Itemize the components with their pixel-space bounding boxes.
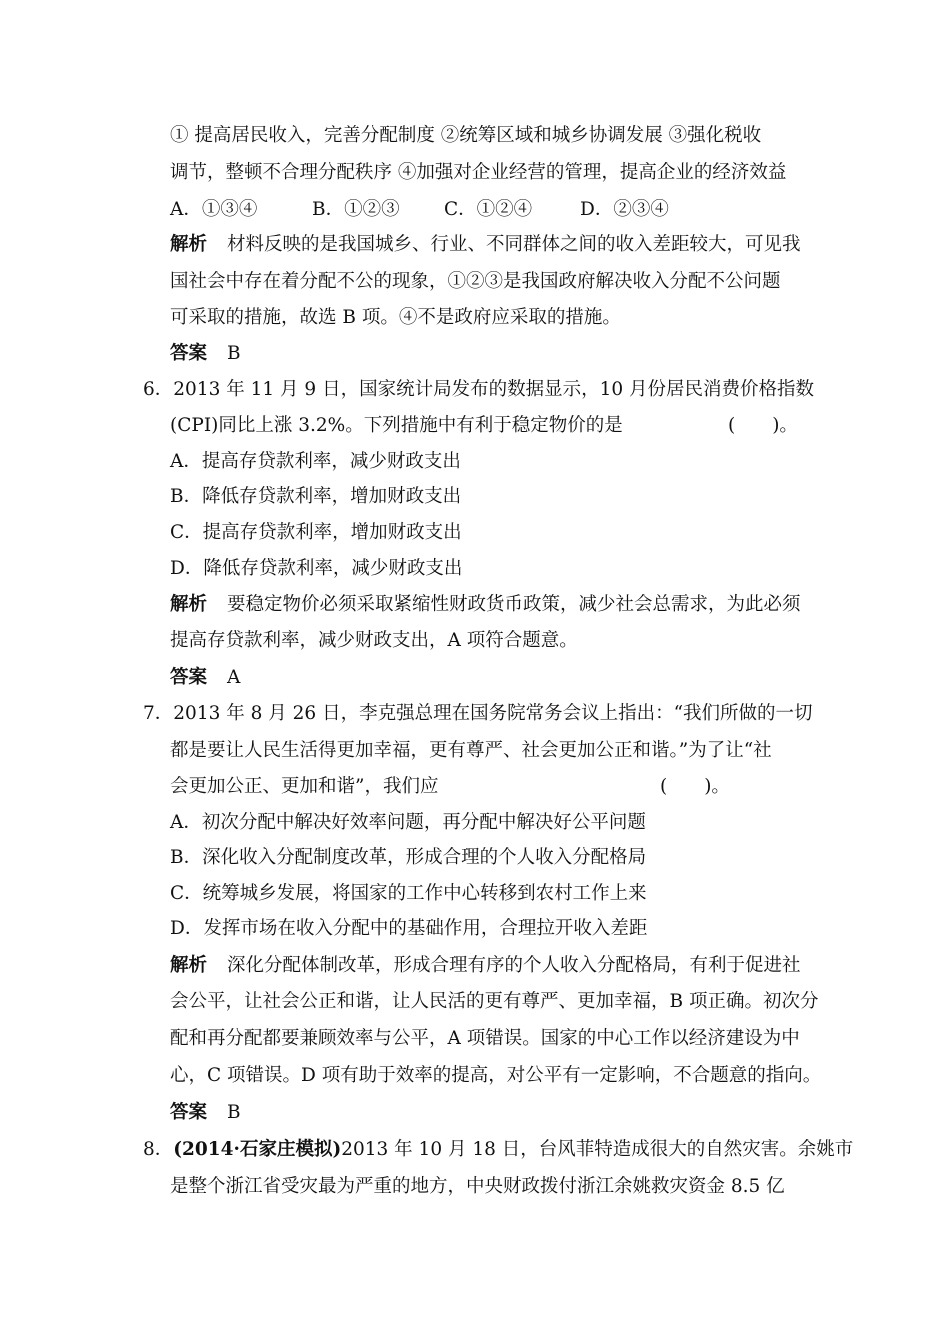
- q8-stem-line-1: [143, 1138, 853, 1162]
- q5-choice-c: C．①②④: [444, 199, 533, 220]
- q7-analysis-label: 解析: [170, 955, 208, 976]
- q7-choice-c: C．统筹城乡发展，将国家的工作中心转移到农村工作上来: [170, 883, 647, 904]
- q5-analysis-line-3: 可采取的措施，故选 B 项。④不是政府应采取的措施。: [170, 307, 621, 328]
- q5-analysis-label: 解析: [170, 234, 208, 255]
- q7-stem-line-3: 会更加公正、更加和谐”，我们应: [170, 776, 439, 797]
- q5-answer-label: 答案: [170, 343, 208, 364]
- q6-choice-b: B．降低存贷款利率，增加财政支出: [170, 486, 462, 507]
- q6-analysis-line-1: [170, 593, 801, 617]
- q7-analysis-text-1: 深化分配体制改革，形成合理有序的个人收入分配格局，有利于促进社: [227, 955, 801, 976]
- q7-number: 7．: [143, 703, 174, 724]
- q6-stem-text-1: 2013 年 11 月 9 日，国家统计局发布的数据显示，10 月份居民消费价格指数: [173, 379, 814, 400]
- q5-answer: B: [227, 343, 241, 364]
- q6-stem-line-2: (CPI)同比上涨 3.2%。下列措施中有利于稳定物价的是: [170, 415, 623, 436]
- q5-choice-b: B．①②③: [312, 199, 400, 220]
- q6-choice-c: C．提高存贷款利率，增加财政支出: [170, 522, 462, 543]
- q8-stem-text-1: 2013 年 10 月 18 日，台风菲特造成很大的自然灾害。余姚市: [341, 1139, 854, 1160]
- q5-analysis-text-1: 材料反映的是我国城乡、行业、不同群体之间的收入差距较大，可见我: [227, 234, 801, 255]
- q7-stem-line-2: 都是要让人民生活得更加幸福，更有尊严、社会更加公正和谐。”为了让“社: [170, 740, 772, 761]
- q6-analysis-text-1: 要稳定物价必须采取紧缩性财政货币政策，减少社会总需求，为此必须: [227, 594, 801, 615]
- q6-stem-line-1: [143, 378, 814, 402]
- q6-answer-label: 答案: [170, 667, 208, 688]
- q7-answer: B: [227, 1102, 241, 1123]
- q7-choice-b: B．深化收入分配制度改革，形成合理的个人收入分配格局: [170, 847, 647, 868]
- q6-choice-d: D．降低存贷款利率，减少财政支出: [170, 558, 463, 579]
- q7-analysis-line-4: 心，C 项错误。D 项有助于效率的提高，对公平有一定影响，不合题意的指向。: [170, 1065, 822, 1086]
- q5-answer-line: [170, 342, 241, 366]
- q5-choice-d: D．②③④: [580, 199, 669, 220]
- q6-analysis-line-2: 提高存贷款利率，减少财政支出，A 项符合题意。: [170, 630, 578, 651]
- q8-number: 8．: [143, 1139, 174, 1160]
- q7-stem-line-1: [143, 702, 813, 726]
- q6-choice-a: A．提高存贷款利率，减少财政支出: [170, 451, 461, 472]
- q5-analysis-line-2: 国社会中存在着分配不公的现象，①②③是我国政府解决收入分配不公问题: [170, 271, 781, 292]
- q6-answer: A: [227, 667, 241, 688]
- q7-answer-line: [170, 1101, 241, 1125]
- q7-stem-text-1: 2013 年 8 月 26 日，李克强总理在国务院常务会议上指出：“我们所做的一切: [173, 703, 813, 724]
- q5-options-line-2: 调节，整顿不合理分配秩序 ④加强对企业经营的管理，提高企业的经济效益: [170, 162, 787, 183]
- q5-options-line-1: ① 提高居民收入，完善分配制度 ②统筹区域和城乡协调发展 ③强化税收: [170, 125, 762, 146]
- q7-analysis-line-3: 配和再分配都要兼顾效率与公平，A 项错误。国家的中心工作以经济建设为中: [170, 1028, 800, 1049]
- q6-answer-line: [170, 666, 240, 690]
- q5-choice-a: A．①③④: [170, 199, 258, 220]
- q8-source: (2014·石家庄模拟): [173, 1139, 342, 1160]
- q8-stem-line-2: 是整个浙江省受灾最为严重的地方，中央财政拨付浙江余姚救灾资金 8.5 亿: [170, 1176, 785, 1197]
- q6-number: 6．: [143, 379, 174, 400]
- q7-choice-d: D．发挥市场在收入分配中的基础作用，合理拉开收入差距: [170, 918, 648, 939]
- q7-answer-label: 答案: [170, 1102, 208, 1123]
- q6-analysis-label: 解析: [170, 594, 208, 615]
- q5-analysis-line-1: [170, 233, 801, 257]
- q7-analysis-line-2: 会公平，让社会公正和谐，让人民活的更有尊严、更加幸福，B 项正确。初次分: [170, 991, 819, 1012]
- q7-answer-paren: ( )。: [660, 776, 730, 797]
- q7-analysis-line-1: [170, 954, 801, 978]
- q7-choice-a: A．初次分配中解决好效率问题，再分配中解决好公平问题: [170, 812, 646, 833]
- q6-answer-paren: ( )。: [728, 415, 798, 436]
